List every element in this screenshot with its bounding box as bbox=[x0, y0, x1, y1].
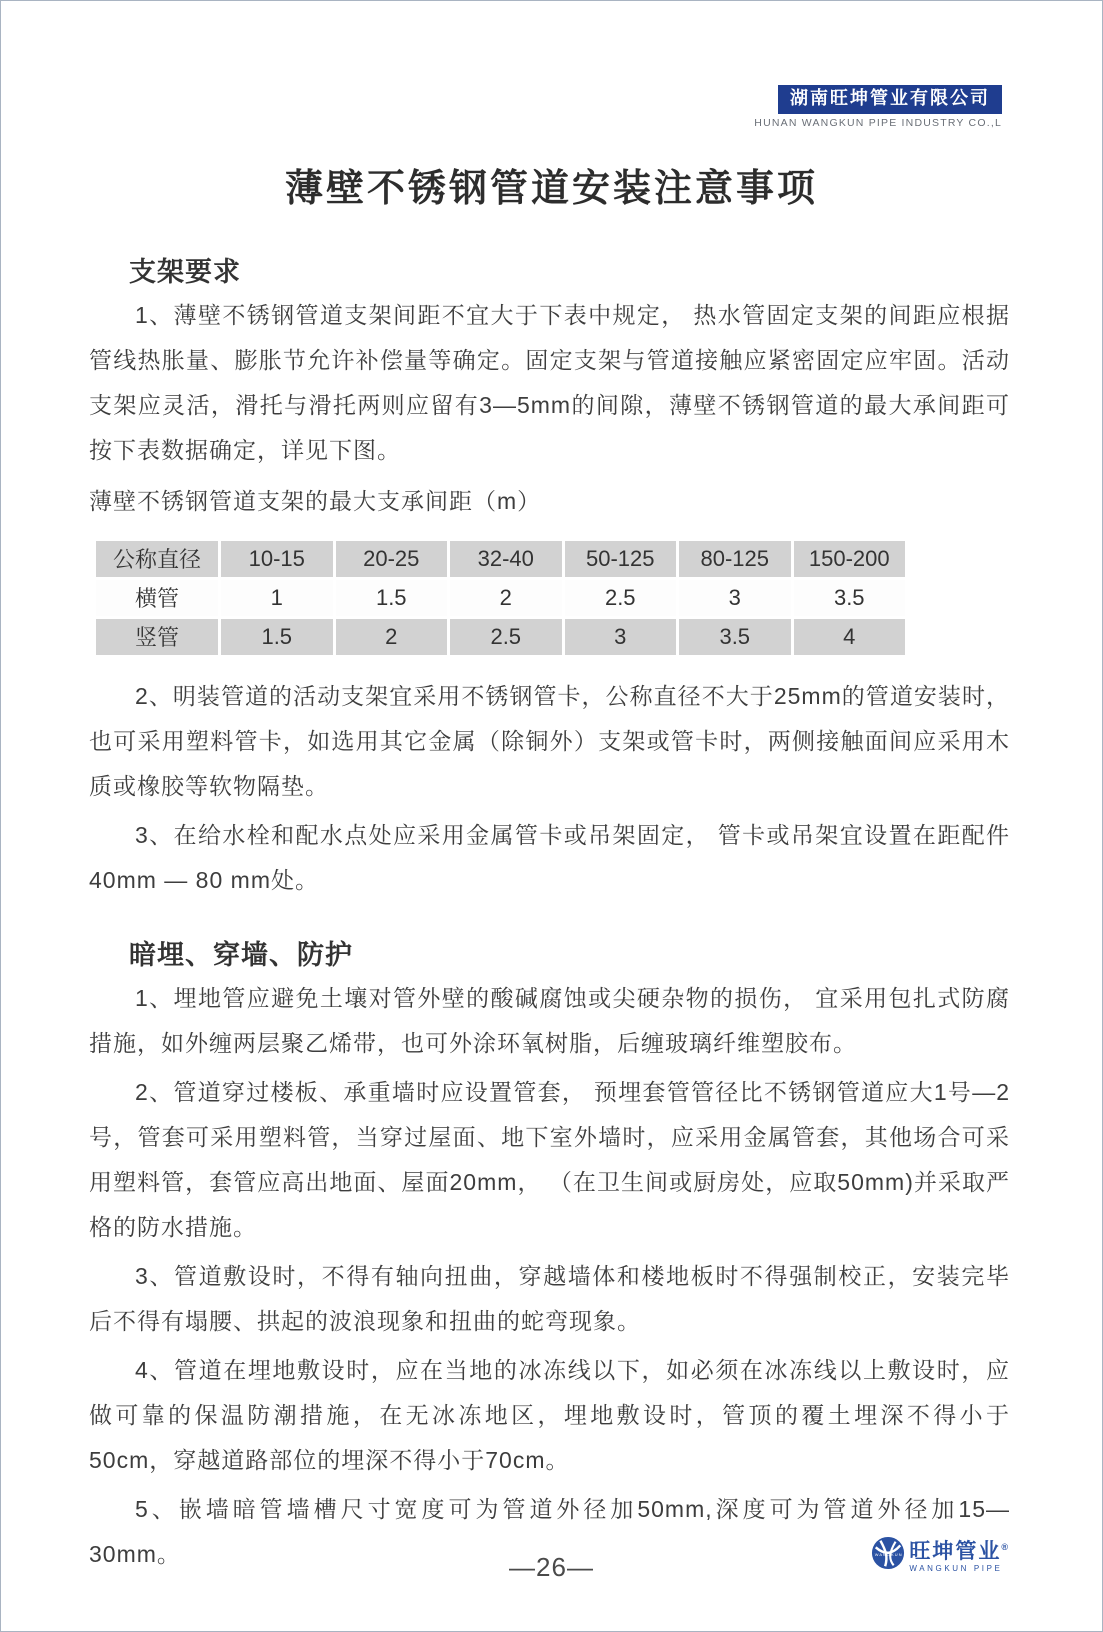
paragraph: 5、嵌墙暗管墙槽尺寸宽度可为管道外径加50mm,深度可为管道外径加15—30mm。 bbox=[89, 1495, 1010, 1567]
document-content bbox=[1, 250, 1102, 1577]
table-header-cell: 20-25 bbox=[336, 541, 448, 577]
table-row bbox=[96, 580, 905, 616]
logo-text-cn: 旺坤管业® bbox=[909, 1540, 1010, 1563]
table-cell: 3.5 bbox=[679, 619, 791, 655]
table-header-cell: 公称直径 bbox=[96, 541, 218, 577]
table-cell: 3.5 bbox=[794, 580, 906, 616]
paragraph: 4、管道在埋地敷设时，应在当地的冰冻线以下，如必须在冰冻线以上敷设时，应做可靠的保温防潮措施，在无冰冻地区，埋地敷设时，管顶的覆土埋深不得小于50cm，穿越道路部位的埋深不得小于70cm。 bbox=[89, 1356, 1010, 1473]
paragraph: 2、明装管道的活动支架宜采用不锈钢管卡，公称直径不大于25mm的管道安装时，也可采用塑料管卡，如选用其它金属（除铜外）支架或管卡时，两侧接触面间应采用木质或橡胶等软物隔垫。 bbox=[89, 682, 1010, 799]
page-number: —26— bbox=[509, 1552, 594, 1582]
table-cell: 2.5 bbox=[450, 619, 562, 655]
table-cell: 3 bbox=[679, 580, 791, 616]
table-header-cell: 80-125 bbox=[679, 541, 791, 577]
table-header-cell: 150-200 bbox=[794, 541, 906, 577]
paragraph: 3、在给水栓和配水点处应采用金属管卡或吊架固定， 管卡或吊架宜设置在距配件40mm — 80 mm处。 bbox=[89, 821, 1010, 893]
company-badge: 湖南旺坤管业有限公司 bbox=[778, 85, 1002, 114]
table-header-row bbox=[96, 541, 905, 577]
logo-text-block bbox=[909, 1536, 1010, 1573]
registered-mark: ® bbox=[1001, 1542, 1010, 1552]
table-cell: 1.5 bbox=[221, 619, 333, 655]
paragraph: 1、埋地管应避免土壤对管外壁的酸碱腐蚀或尖硬杂物的损伤， 宜采用包扎式防腐措施，如外缠两层聚乙烯带，也可外涂环氧树脂，后缠玻璃纤维塑胶布。 bbox=[89, 984, 1010, 1056]
table-cell: 1 bbox=[221, 580, 333, 616]
paragraph: 3、管道敷设时，不得有轴向扭曲，穿越墙体和楼地板时不得强制校正，安装完毕后不得有塌腰、拱起的波浪现象和扭曲的蛇弯现象。 bbox=[89, 1262, 1010, 1334]
table-header-cell: 10-15 bbox=[221, 541, 333, 577]
table-cell: 2 bbox=[336, 619, 448, 655]
logo-text-en: WANGKUN PIPE bbox=[909, 1564, 1003, 1573]
table-row bbox=[96, 619, 905, 655]
table-cell: 2 bbox=[450, 580, 562, 616]
max-support-spacing-table bbox=[93, 538, 908, 658]
table-cell: 1.5 bbox=[336, 580, 448, 616]
paragraph: 1、薄壁不锈钢管道支架间距不宜大于下表中规定， 热水管固定支架的间距应根据管线热胀量、膨胀节允许补偿量等确定。固定支架与管道接触应紧密固定应牢固。活动支架应灵活，滑托与滑托两则应留有3—5mm的间隙，薄壁不锈钢管道的最大承间距可按下表数据确定，详见下图。 bbox=[89, 301, 1010, 463]
svg-text:W A N G K U N: W A N G K U N bbox=[875, 1551, 902, 1557]
table-header-cell: 50-125 bbox=[565, 541, 677, 577]
section-heading-bracket-requirements: 支架要求 bbox=[129, 256, 241, 287]
table-cell: 2.5 bbox=[565, 580, 677, 616]
paragraph: 2、管道穿过楼板、承重墙时应设置管套， 预埋套管管径比不锈钢管道应大1号—2号，管套可采用塑料管，当穿过屋面、地下室外墙时，应采用金属管套，其他场合可采用塑料管，套管应高出地面、屋面20mm， （在卫生间或厨房处，应取50mm)并采取严格的防水措施。 bbox=[89, 1078, 1010, 1240]
table-header-cell: 32-40 bbox=[450, 541, 562, 577]
table-row-label: 横管 bbox=[96, 580, 218, 616]
page-header bbox=[1, 1, 1102, 129]
page-title: 薄壁不锈钢管道安装注意事项 bbox=[284, 167, 818, 210]
wangkun-logo bbox=[871, 1536, 1010, 1573]
company-name-english: HUNAN WANGKUN PIPE INDUSTRY CO.,L bbox=[754, 116, 1002, 129]
table-caption: 薄壁不锈钢管道支架的最大支承间距（m） bbox=[89, 487, 542, 514]
section-heading-embedding-protection: 暗埋、穿墙、防护 bbox=[129, 939, 353, 970]
globe-logo-icon bbox=[871, 1536, 905, 1570]
table-cell: 4 bbox=[794, 619, 906, 655]
table-row-label: 竖管 bbox=[96, 619, 218, 655]
table-cell: 3 bbox=[565, 619, 677, 655]
